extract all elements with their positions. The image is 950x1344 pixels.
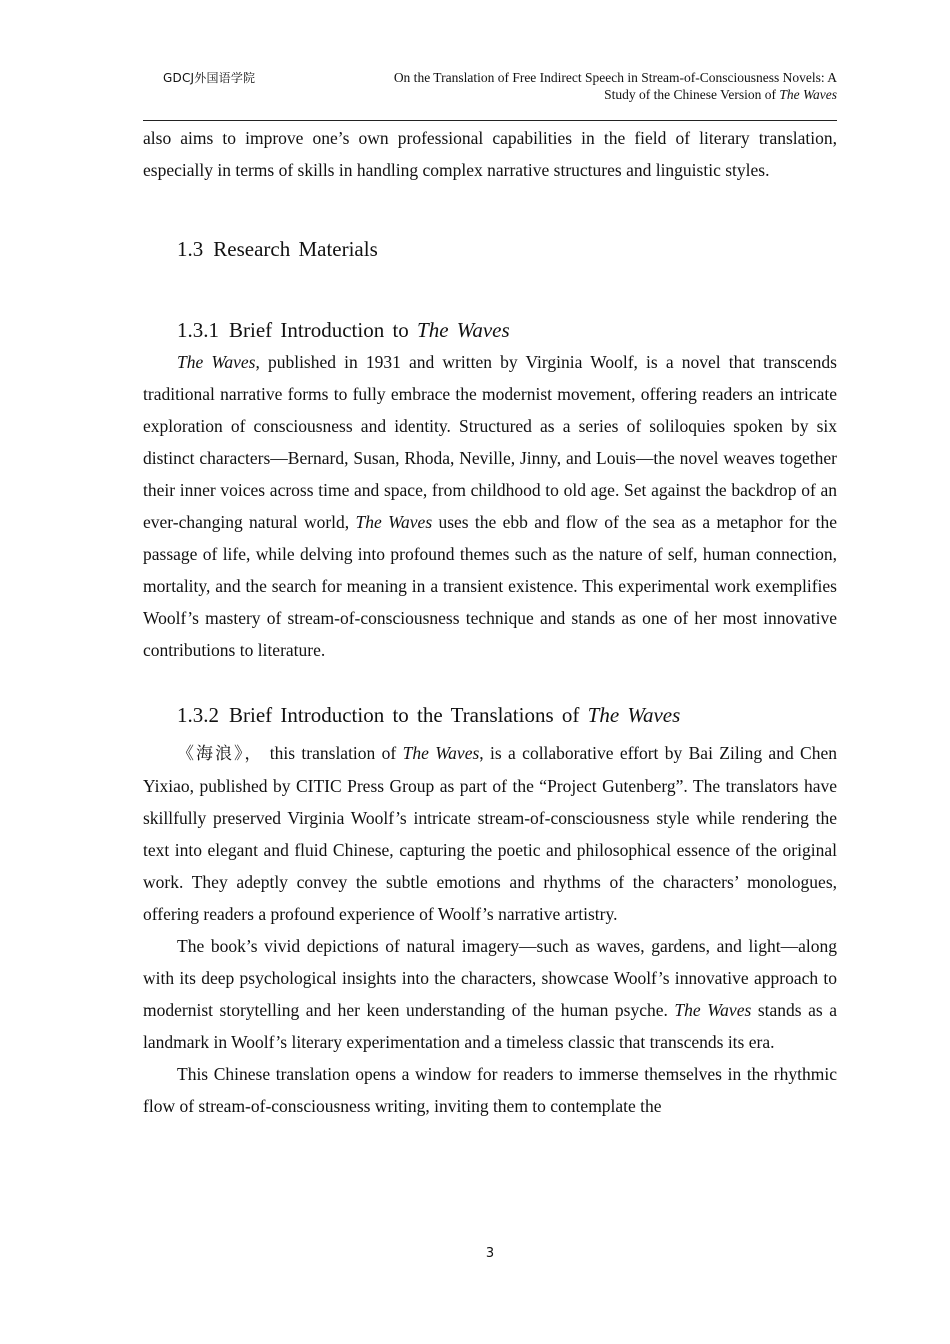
header-institution: GDCJ外国语学院 xyxy=(163,71,256,85)
page-body xyxy=(143,122,837,1122)
section-title: Research Materials xyxy=(213,237,378,261)
book-title-italic: The Waves xyxy=(177,352,256,372)
header-title-italic: The Waves xyxy=(779,87,837,102)
section-title-italic: The Waves xyxy=(417,318,510,342)
section-title-italic: The Waves xyxy=(587,703,681,727)
paragraph-window: This Chinese translation opens a window for readers to immerse themselves in the rhythmic flow of stream-of-consciousness writing, inviting them to contemplate the xyxy=(143,1064,837,1116)
chinese-book-title: 《海浪》， xyxy=(177,744,264,764)
paragraph-text: uses the ebb and flow of the sea as a metaphor for the passage of life, while delving into profound themes such as the nature of self, human connection, mortality, and the search for meaning in a transient existence. This experimental work exemplifies Woolf’s mastery of stream-of-consciousness technique and stands as one of her most innovative contributions to literature. xyxy=(143,512,837,660)
header-thesis-title xyxy=(317,69,837,103)
section-heading-1-3-2 xyxy=(143,699,837,731)
section-title: Brief Introduction to the Translations of xyxy=(229,703,588,727)
paragraph-text: this translation of xyxy=(263,743,403,763)
header-title-line1: On the Translation of Free Indirect Speech in Stream-of-Consciousness Novels: A xyxy=(393,70,837,85)
paragraph-text: , is a collaborative effort by Bai Ziling and Chen Yixiao, published by CITIC Press Group as part of the “Project Gutenberg”. The translators have skillfully preserved Virginia Woolf’s intricate stream-of-consciousness style while rendering the text into elegant and fluid Chinese, capturing the poetic and philosophical essence of the original work. They adeptly convey the subtle emotions and rhythms of the characters’ monologues, offering readers a profound experience of Woolf’s narrative artistry. xyxy=(143,743,837,924)
section-heading-1-3 xyxy=(143,233,837,265)
header-title-line2: Study of the Chinese Version of xyxy=(604,87,780,102)
continuation-paragraph: also aims to improve one’s own professional capabilities in the field of literary translation, especially in terms of skills in handling complex narrative structures and linguistic styles. xyxy=(143,128,837,180)
section-number: 1.3.1 xyxy=(177,318,219,342)
section-heading-1-3-1 xyxy=(143,314,837,346)
section-title: Brief Introduction to xyxy=(229,318,418,342)
section-number: 1.3 xyxy=(177,237,204,261)
book-title-italic: The Waves xyxy=(674,1000,752,1020)
section-number: 1.3.2 xyxy=(177,703,219,727)
running-header xyxy=(143,66,837,121)
paragraph-translation-intro xyxy=(143,737,837,930)
paragraph-imagery xyxy=(143,930,837,1058)
page-number: 3 xyxy=(485,1246,495,1261)
paragraph-text: , published in 1931 and written by Virginia Woolf, is a novel that transcends traditional narrative forms to fully embrace the modernist movement, offering readers an intricate exploration of consciousness and identity. Structured as a series of soliloquies spoken by six distinct characters—Bernard, Susan, Rhoda, Neville, Jinny, and Louis—the novel weaves together their inner voices across time and space, from childhood to old age. Set against the backdrop of an ever-changing natural world, xyxy=(143,352,837,532)
paragraph-waves-intro xyxy=(143,346,837,666)
paragraph-text: stands as a landmark in Woolf’s literary experimentation and a timeless classic that transcends its era. xyxy=(143,1000,837,1052)
book-title-italic: The Waves xyxy=(402,743,480,763)
book-title-italic: The Waves xyxy=(355,512,433,532)
paragraph-text: The book’s vivid depictions of natural imagery—such as waves, gardens, and light—along with its deep psychological insights into the characters, showcase Woolf’s innovative approach to modernist storytelling and her keen understanding of the human psyche. xyxy=(143,936,837,1020)
